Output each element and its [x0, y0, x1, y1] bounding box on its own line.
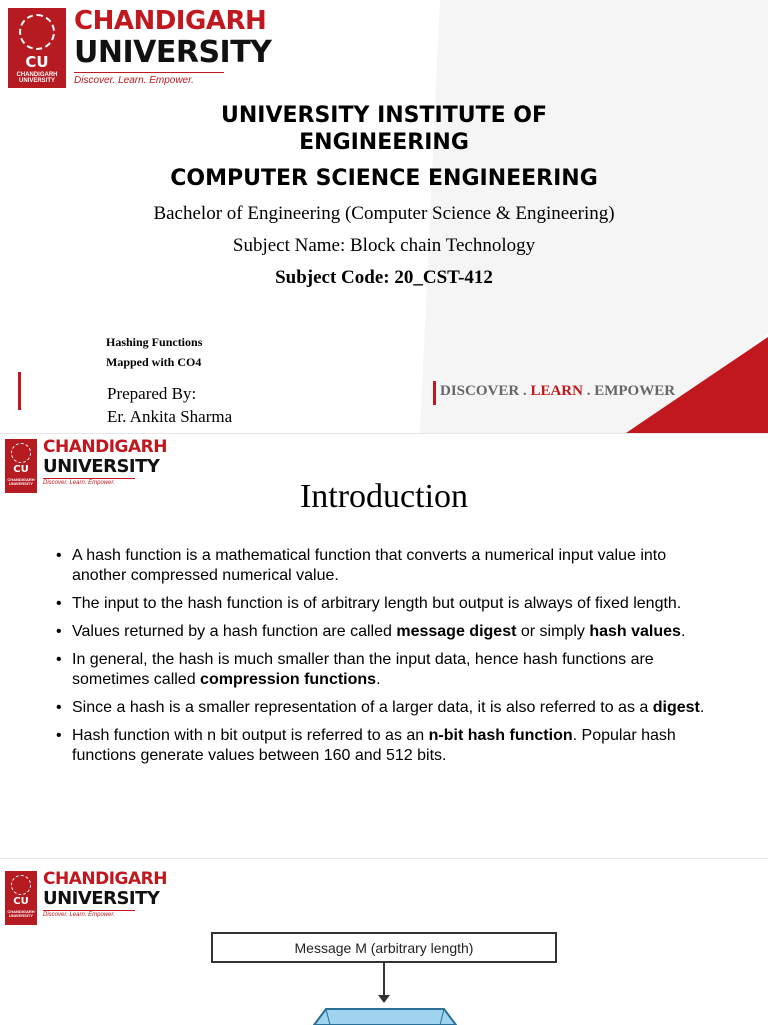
logo-name-line1: CHANDIGARH — [43, 437, 167, 457]
topic-block — [106, 332, 202, 372]
gear-icon — [11, 875, 31, 895]
logo-tagline: Discover. Learn. Empower. — [43, 912, 115, 918]
course-outcome: Mapped with CO4 — [106, 355, 202, 369]
emblem-subtext: CHANDIGARH UNIVERSITY — [7, 477, 35, 486]
list-item: • In general, the hash is much smaller than the input data, hence hash functions are sometimes called compression functions. — [54, 650, 714, 690]
motto-learn: LEARN — [530, 383, 583, 399]
department-name: COMPUTER SCIENCE ENGINEERING — [170, 166, 598, 191]
author-name: Er. Ankita Sharma — [107, 407, 233, 426]
institute-name — [0, 102, 768, 156]
motto-empower: . EMPOWER — [582, 383, 676, 399]
logo-wordmark — [74, 8, 271, 86]
logo-name-line2: UNIVERSITY — [74, 35, 272, 70]
institute-line-1: UNIVERSITY INSTITUTE OF — [220, 103, 547, 128]
bullet-list — [54, 546, 714, 774]
hash-function-block — [300, 1003, 470, 1025]
list-item: • A hash function is a mathematical function that converts a numerical input value into another compressed numerical value. — [54, 546, 714, 586]
emblem-initials: CU — [13, 464, 29, 475]
arrow-down-icon — [378, 995, 390, 1003]
title-slide — [0, 0, 768, 433]
logo-name-line1: CHANDIGARH — [74, 6, 267, 36]
logo-rule — [43, 910, 135, 911]
logo-tagline: Discover. Learn. Empower. — [74, 75, 194, 86]
diagram-slide — [0, 858, 768, 1025]
gear-icon — [19, 14, 55, 50]
university-logo — [5, 871, 167, 925]
accent-bar-left — [18, 372, 21, 410]
topic-title: Hashing Functions — [106, 335, 203, 349]
logo-name-line2: UNIVERSITY — [43, 456, 160, 477]
motto-discover: DISCOVER . — [440, 383, 531, 399]
list-item: • Values returned by a hash function are called message digest or simply hash values. — [54, 622, 714, 642]
subject-name: Subject Name: Block chain Technology — [232, 235, 536, 256]
logo-emblem — [5, 871, 37, 925]
gear-icon — [11, 443, 31, 463]
university-logo — [8, 8, 271, 88]
author-block — [107, 382, 232, 428]
list-item: • Since a hash is a smaller representation of a larger data, it is also referred to as a digest. — [54, 698, 714, 718]
logo-rule — [74, 72, 224, 73]
emblem-subtext: CHANDIGARH UNIVERSITY — [7, 909, 35, 918]
logo-tagline: Discover. Learn. Empower. — [43, 480, 115, 486]
message-box: Message M (arbitrary length) — [211, 932, 557, 963]
logo-emblem — [8, 8, 66, 88]
emblem-subtext: CHANDIGARH UNIVERSITY — [16, 72, 58, 84]
logo-name-line2: UNIVERSITY — [43, 888, 160, 909]
accent-bar-right — [433, 381, 436, 405]
subject-code: Subject Code: 20_CST-412 — [275, 267, 493, 288]
list-item: • The input to the hash function is of arbitrary length but output is always of fixed length. — [54, 594, 714, 614]
arrow-line — [383, 963, 385, 997]
degree-name: Bachelor of Engineering (Computer Science & Engineering) — [153, 203, 615, 224]
institute-line-2: ENGINEERING — [299, 130, 469, 155]
emblem-initials: CU — [25, 53, 49, 71]
logo-name-line1: CHANDIGARH — [43, 869, 167, 889]
introduction-slide — [0, 433, 768, 859]
slide-title: Introduction — [299, 478, 469, 515]
prepared-by-label: Prepared By: — [107, 384, 197, 403]
motto — [440, 383, 675, 400]
list-item: • Hash function with n bit output is referred to as an n-bit hash function. Popular hash functions generate values between 160 and 512 bits. — [54, 726, 714, 766]
logo-wordmark — [43, 871, 167, 918]
emblem-initials: CU — [13, 896, 29, 907]
